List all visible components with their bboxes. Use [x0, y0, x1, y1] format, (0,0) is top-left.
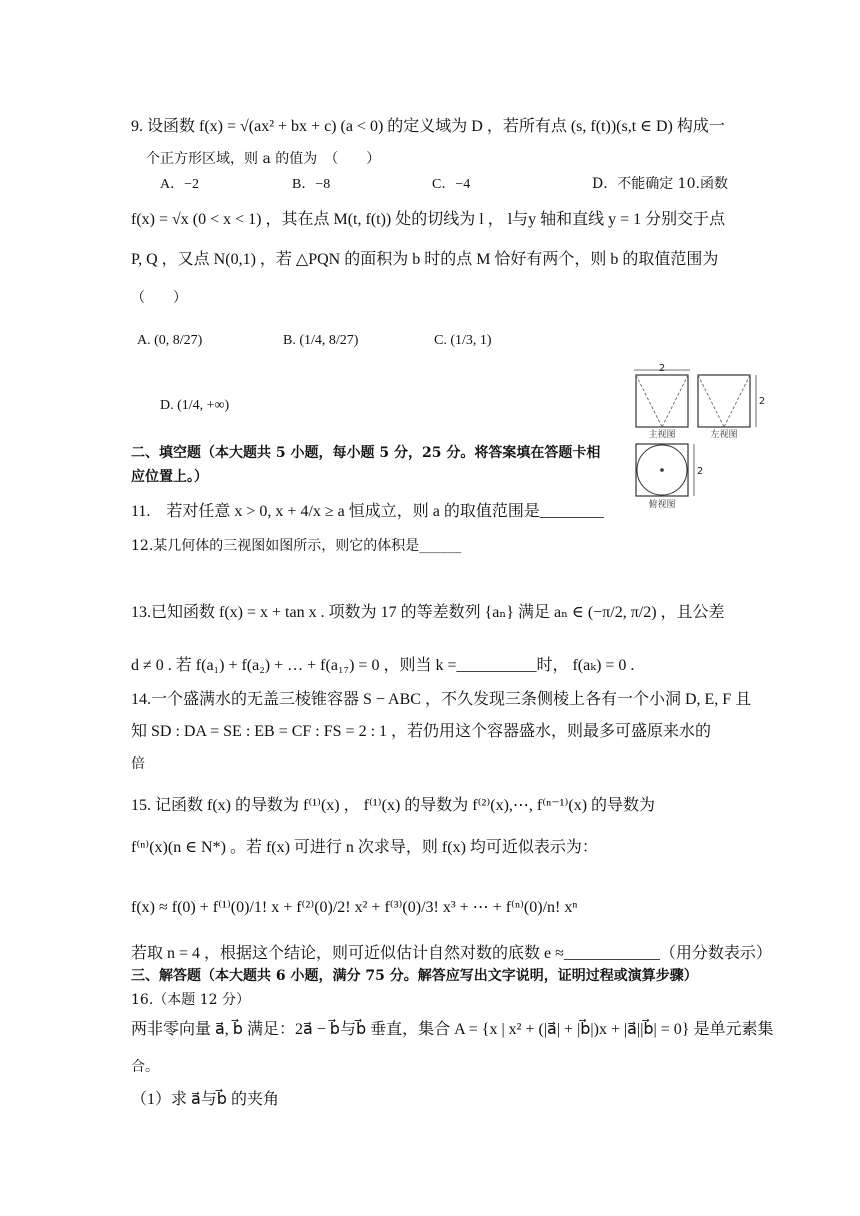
side-view — [698, 375, 765, 440]
front-view — [634, 363, 690, 440]
top-view — [636, 444, 703, 510]
q11-text: 11. 若对任意 x > 0, x + 4/x ≥ a 恒成立，则 a 的取值范围是________ — [131, 503, 604, 520]
q15-formula: f(x) ≈ f(0) + f⁽¹⁾(0)/1! x + f⁽²⁾(0)/2! x² + f⁽³⁾(0)/3! x³ + ⋯ + f⁽ⁿ⁾(0)/n! xⁿ — [131, 899, 578, 916]
three-view-figure — [628, 362, 768, 512]
q10-line3: （ ） — [131, 290, 187, 306]
q15-line1: 15. 记函数 f(x) 的导数为 f⁽¹⁾(x) ， f⁽¹⁾(x) 的导数为 f⁽²⁾(x),⋯, f⁽ⁿ⁻¹⁾(x) 的导数为 — [131, 797, 656, 814]
top-view-label: 俯视图 — [648, 500, 676, 510]
q10-option-c: C. (1/3, 1) — [434, 333, 492, 348]
q14-line2: 知 SD : DA = SE : EB = CF : FS = 2 : 1 ，若仍用这个容器盛水，则最多可盛原来水的 — [131, 723, 712, 740]
q14-line3: 倍 — [131, 756, 145, 772]
q9-option-a: A．−2 — [160, 177, 200, 192]
side-view-label: 左视图 — [710, 430, 738, 440]
q9-option-d: D．不能确定 10.函数 — [592, 176, 728, 192]
section2-heading-line2: 应位置上。） — [131, 469, 208, 485]
section3-heading: 三、解答题（本大题共 6 小题，满分 75 分。解答应写出文字说明，证明过程或演算步骤） — [131, 968, 698, 984]
q13-line1: 13.已知函数 f(x) = x + tan x . 项数为 17 的等差数列 {aₙ} 满足 aₙ ∈ (−π/2, π/2) ，且公差 — [131, 604, 725, 621]
front-view-label: 主视图 — [648, 430, 676, 440]
side-view-dim: 2 — [758, 396, 766, 407]
q10-line1: f(x) = √x (0 < x < 1) ，其在点 M(t, f(t)) 处的切线为 l ， l与y 轴和直线 y = 1 分别交于点 — [131, 211, 726, 228]
q10-option-d: D. (1/4, +∞) — [160, 398, 230, 413]
q16-line1: 两非零向量 a⃗, b⃗ 满足：2a⃗ − b⃗与b⃗ 垂直，集合 A = {x | x² + (|a⃗| + |b⃗|)x + |a⃗||b⃗| = 0} 是单元素集 — [131, 1021, 774, 1038]
q16-part1: （1）求 a⃗与b⃗ 的夹角 — [131, 1091, 279, 1108]
q13-line2: d ≠ 0 . 若 f(a₁) + f(a₂) + … + f(a₁₇) = 0 ，则当 k =__________时， f(aₖ) = 0 . — [131, 657, 635, 674]
q9-line2: 个正方形区域，则 a 的值为 （ ） — [146, 151, 381, 167]
section2-heading-line1: 二、填空题（本大题共 5 小题，每小题 5 分，25 分。将答案填在答题卡相 — [131, 445, 601, 461]
q12-text: 12.某几何体的三视图如图所示，则它的体积是______ — [131, 538, 462, 554]
q15-line3: 若取 n = 4 ，根据这个结论，则可近似估计自然对数的底数 e ≈____________（用分数表示） — [131, 945, 772, 962]
q16-head: 16.（本题 12 分） — [131, 992, 250, 1008]
front-view-dim: 2 — [658, 363, 666, 374]
q9-option-c: C．−4 — [432, 177, 471, 192]
q16-line2: 合。 — [131, 1059, 159, 1075]
q15-line2: f⁽ⁿ⁾(x)(n ∈ N*) 。若 f(x) 可进行 n 次求导，则 f(x) 均可近似表示为： — [131, 839, 598, 856]
q10-option-b: B. (1/4, 8/27) — [283, 333, 359, 348]
q14-line1: 14.一个盛满水的无盖三棱锥容器 S − ABC ，不久发现三条侧棱上各有一个小洞 D, E, F 且 — [131, 691, 752, 708]
top-view-dim: 2 — [696, 466, 704, 477]
q10-line2: P, Q ，又点 N(0,1) ，若 △PQN 的面积为 b 时的点 M 恰好有两个，则 b 的取值范围为 — [131, 251, 719, 268]
q9-line1: 9. 设函数 f(x) = √(ax² + bx + c) (a < 0) 的定义域为 D ，若所有点 (s, f(t))(s,t ∈ D) 构成一 — [131, 118, 725, 135]
q9-option-b: B．−8 — [292, 177, 331, 192]
q10-option-a: A. (0, 8/27) — [137, 333, 203, 348]
